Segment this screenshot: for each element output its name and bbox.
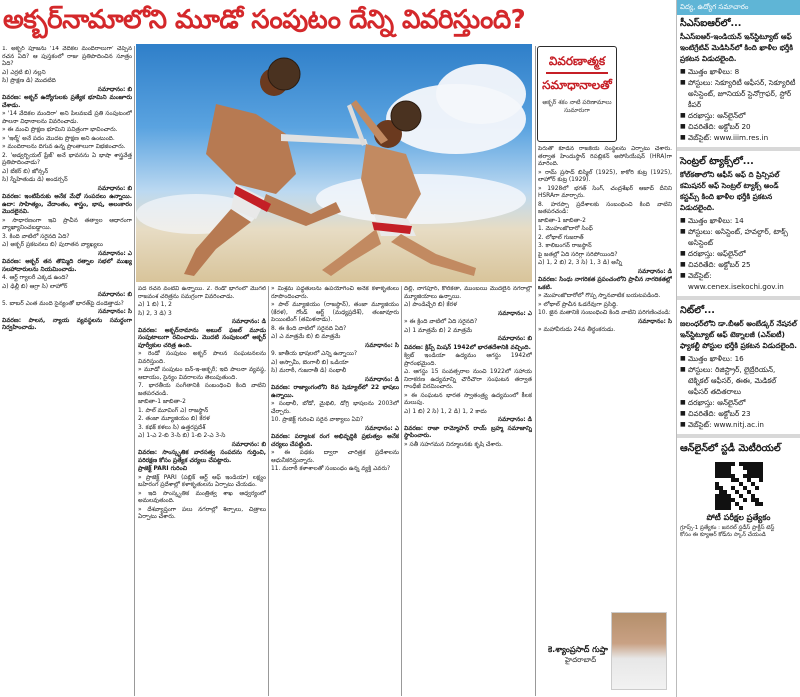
answer-line: సమాధానం: సి xyxy=(98,309,132,315)
question-line: 11. మరాఠీ కళాశాలతో సంబంధం ఉన్న వ్యక్తి ఎవరు? xyxy=(271,466,391,472)
question-line: 2. లోథాల్ గుజరాత్ xyxy=(538,234,584,241)
question-line: ఎ) ఢిల్లీ బి) ఆగ్రా సి) లాహోర్ xyxy=(2,283,68,290)
question-line: సి) స్నేహితుడు డి) అండర్సన్ xyxy=(2,177,68,183)
answer-line: సమాధానం: బి xyxy=(97,185,132,192)
question-line: 10. ప్రాజెక్ట్ గురించి సరైన వాక్యాలు ఏవి? xyxy=(271,417,364,423)
sidebar-block2-title: సెంట్రల్ ట్యాక్స్‌లో... xyxy=(680,156,754,167)
question-line: » మిశ్రమ పద్ధతులను ఉపయోగించి అనేక కళాకృతులు రూపొందించారు. xyxy=(271,286,399,300)
question-line: 3. కాలిబంగన్ రాజస్థాన్ xyxy=(538,243,592,249)
explanation-line: వివరణ: అక్బర్ ఉద్యోగులకు ప్రత్యేక భూమిని మంజూరు చేశాడు. xyxy=(2,95,132,109)
article-column-3 xyxy=(271,286,399,696)
column-divider xyxy=(268,286,269,696)
question-line: » సంథాలీ, బోడో, మైథిలి, డోగ్రి భాషలను 2003లో చేర్చారు. xyxy=(271,401,399,415)
article-column-1 xyxy=(2,46,132,696)
answer-line: సమాధానం: ఎ xyxy=(98,250,132,257)
sidebar-separator xyxy=(677,147,800,151)
question-line: » '14 వేదికల మందిరా' అని పిలవబడే ప్రతి సంపుటంలో పాలనా విధానాలను వివరించాడు. xyxy=(2,111,132,125)
question-line: » ఈ క్రింది వాటిలో ఏది సరైనది? xyxy=(404,319,478,325)
question-line: పద రచన వంటివి ఉన్నాయి. 2. రెండో భాగంలో మొగల్ రాజవంశ చరిత్రను సమగ్రంగా వివరించాడు. xyxy=(138,286,266,300)
explanation-line: ప్రాజెక్ట్ PARI గురించి xyxy=(138,466,188,472)
question-line: » దేశవ్యాప్తంగా పలు నగరాల్లో శిల్పాలు, చిత్రాలు ఏర్పాటు చేశారు. xyxy=(138,506,266,520)
question-line: జాబితా-1 జాబితా-2 xyxy=(138,399,186,405)
question-line: 1. పాల్ మూవింగ్ ఎ) రాజస్థాన్ xyxy=(138,407,209,414)
answer-line: సమాధానం: బి xyxy=(497,336,532,342)
jobs-sidebar xyxy=(676,0,800,697)
feature-byline: అక్బర్ శకం నాటి పరిణామాలు సుమారుగా xyxy=(542,99,612,114)
question-line: క్విట్ ఇండియా ఉద్యమం ఆగస్టు 1942లో ప్రారంభమైంది. xyxy=(404,353,532,367)
question-line: ఎ) 1, 2 బి) 2, 3 సి) 1, 3 డి) అన్నీ xyxy=(538,260,623,266)
sidebar-list-item: ■ పోస్టులు: అసిస్టెంట్, హవల్దార్, టాక్స్ అసిస్టెంట్ xyxy=(680,226,797,248)
sidebar-list-item: ■ పోస్టులు: సెక్యూరిటీ ఆఫీసర్, సెక్యూరిటీ అసిస్టెంట్, జూనియర్ స్టెనోగ్రాఫర్, స్టోర్ కీపర్ xyxy=(680,77,797,110)
sidebar-list-item: ■ మొత్తం ఖాళీలు: 14 xyxy=(680,215,797,226)
article-column-5 xyxy=(538,146,672,604)
sidebar-header: విద్య, ఉద్యోగ సమాచారం xyxy=(677,0,800,15)
sidebar-block1-list xyxy=(677,64,800,143)
question-line: సి) ప్రొక్షణ డి) మొదటిది xyxy=(2,78,56,84)
question-line: 3. కింది వాటిలో సరైనది ఏది? xyxy=(2,233,70,240)
question-line: పై జతల్లో ఏది సరిగ్గా సరిపోయింది? xyxy=(538,251,618,258)
question-line: 7. భారతీయ సంగీతానికి సంబంధించి కింది వాటిని జతపరచండి. xyxy=(138,383,266,397)
explanation-line: వివరణ: క్రిప్స్ మిషన్ 1942లో భారతదేశానికి వచ్చింది. xyxy=(404,344,531,351)
question-line: ఎ) 1 మాత్రమే బి) 2 మాత్రమే xyxy=(404,327,473,334)
column-divider xyxy=(401,286,402,696)
question-line: » పాల్ మ్యూజియం (రాజస్థాన్), తంజా మ్యూజియం (కేరళ), గోండ్ ఆర్ట్ (మధ్యప్రదేశ్), తంజావూరు పెయింటింగ్ (తమిళనాడు). xyxy=(271,302,399,323)
question-line: » 1928లో భగత్ సింగ్, చంద్రశేఖర్ ఆజాద్ దీనిని HSRAగా మార్చారు. xyxy=(538,185,672,199)
answer-line: సమాధానం: డి xyxy=(364,376,399,383)
column-divider xyxy=(134,46,135,696)
question-line: » రామ్ ప్రసాద్ బిస్మిల్ (1925), కాకోరి కుట్ర (1925), లాహోర్ కుట్ర (1929). xyxy=(538,169,672,183)
answer-line: సమాధానం: డి xyxy=(637,268,672,275)
question-line: » మందిరాలను దిగువ ఉన్న ప్రాంతాలుగా విభజించారు. xyxy=(2,144,126,150)
answer-line: సమాధానం: డి xyxy=(231,319,266,325)
question-line: 2. తంజా మ్యూజియం బి) కేరళ xyxy=(138,416,210,422)
explanation-line: వివరణ: రాజా రామ్మోహన్ రాయ్ బ్రహ్మ సమాజాన్ని స్థాపించారు. xyxy=(404,425,532,439)
explanation-line: వివరణ: రాజ్యాంగంలోని 8వ షెడ్యూల్‌లో 22 భాషలు ఉన్నాయి. xyxy=(271,385,399,399)
question-line: ఎ. ఆగస్టు 15 సంవత్సరాల నుంచి 1922లో సహాయ నిరాకరణ ఉద్యమాన్ని చౌరీచౌరా సంఘటన తర్వాత గాంధీజీ విరమించారు. xyxy=(404,369,532,390)
answer-line: సమాధానం: ఎ xyxy=(365,425,399,432)
sidebar-separator xyxy=(677,434,800,438)
question-line: ఎ) పాండిచ్చేరి బి) కేరళ xyxy=(404,302,457,308)
answer-line: సమాధానం: సి xyxy=(638,318,672,325)
sidebar-list-item: ■ దరఖాస్తు: ఆఫ్‌లైన్‌లో xyxy=(680,248,797,259)
feature-title-line1: వివరణాత్మక xyxy=(548,54,606,68)
sidebar-block1-para: సీఎస్ఐఆర్-ఇండియన్ ఇన్‌స్టిట్యూట్ ఆఫ్ ఇంటిగ్రేటివ్ మెడిసిన్‌లో కింది ఖాళీల భర్తీకి ప్రకటన విడుదలైంది. xyxy=(680,32,794,63)
question-line: 8. హరప్పా ప్రదేశాలకు సంబంధించి కింది వాటిని జతపరచండి: xyxy=(538,201,672,215)
column-divider xyxy=(535,46,536,696)
author-photo xyxy=(611,612,667,690)
question-line: » సాధారణంగా ఇవి ప్రాచీన తత్వాల ఆధారంగా వ్యాఖ్యానించబడ్డాయి. xyxy=(2,217,132,231)
question-line: సి) 2, 3 డి) 3 xyxy=(138,310,172,317)
sidebar-list-item: ■ చివరితేది: అక్టోబర్ 25 xyxy=(680,259,797,270)
question-line: » ఈ పథకం ద్వారా చారిత్రక ప్రదేశాలను ఆధునీకరిస్తున్నారు. xyxy=(271,450,399,464)
question-line: దిల్లీ, నాగపూర్, కోల్‌కతా, ముంబయి మొదలైన నగరాల్లో మ్యూజియాలు ఉన్నాయి. xyxy=(404,286,532,300)
sidebar-list-item: ■ మొత్తం ఖాళీలు: 16 xyxy=(680,353,797,364)
question-line: 2. 'అడ్వర్బియల్ ఫ్రేజ్' అనే భావనను ఏ భాషా శాస్త్రవేత్త ప్రతిపాదించాడు? xyxy=(2,152,132,166)
sidebar-list-item: ■ వెబ్‌సైట్: www.nitj.ac.in xyxy=(680,419,797,430)
sidebar-block3-para: జలంధర్‌లోని డా.బీఆర్ అంబేడ్కర్ నేషనల్ ఇన్‌స్టిట్యూట్ ఆఫ్ టెక్నాలజీ (ఎన్ఐటీ) ఫ్యాకల్టీ పోస్టుల భర్తీకి ప్రకటన విడుదలైంది. xyxy=(680,319,798,350)
article-column-4 xyxy=(404,286,532,696)
explanation-line: వివరణ: అక్బర్‌నామాను అబుల్ ఫజల్ మూడు సంపుటాలుగా రచించాడు. మొదటి సంపుటంలో అక్బర్ పూర్వీకుల చరిత్ర ఉంది. xyxy=(138,327,266,349)
sidebar-list-item: ■ పోస్టులు: రిజిస్ట్రార్, లైబ్రేరియన్, టెక్నికల్ ఆఫీసర్, ఈఈ, మెడికల్ ఆఫీసర్ తదితరాలు xyxy=(680,364,797,397)
question-line: 9. జాతీయ భాషలలో ఎన్ని ఉన్నాయి? xyxy=(271,351,358,357)
sidebar-block2-para: కోల్‌కతాలోని ఆఫీస్ ఆఫ్ ది ప్రిన్సిపల్ కమిషనర్ ఆఫ్ సెంట్రల్ ట్యాక్స్ అండ్ కస్టమ్స్ కింది ఖాళీల భర్తీకి ప్రకటన విడుదలైంది. xyxy=(680,170,780,212)
question-line: » మొహంజొదారోలో గొప్ప స్నానవాటిక బయటపడింది. xyxy=(538,293,661,299)
sidebar-block2-list xyxy=(677,213,800,292)
question-line: » రెండో సంపుటం అక్బర్ పాలన సంఘటనలను వివరిస్తుంది. xyxy=(138,351,266,365)
sidebar-foot-title: పోటీ పరీక్షల ప్రత్యేకం xyxy=(706,513,771,522)
question-line: సి) మరాఠీ, గుజరాతీ డి) సంథాలీ xyxy=(271,368,347,374)
question-line: » మహావీరుడు 24వ తీర్థంకరుడు. xyxy=(538,327,616,333)
sidebar-foot-item: గ్రూప్స్-1 ప్రత్యేకం : జనరల్ స్టడీస్ ప్రాక్టీస్ టెస్ట్ xyxy=(680,525,775,531)
sidebar-list-item: ■ దరఖాస్తు: ఆన్‌లైన్‌లో xyxy=(680,397,797,408)
explanation-line: వివరణ: అక్బర్ తన తొమ్మిది రత్నాల సభలో ముఖ్య సలహాదారులను నియమించాడు. xyxy=(2,259,132,273)
author-name: కె.శ్యాంప్రసాద్ గుప్తా xyxy=(548,645,608,654)
sidebar-list-item: ■ వెబ్‌సైట్: www.iiim.res.in xyxy=(680,132,797,143)
question-line: ఎ) 1-ఎ 2-బి 3-సి బి) 1-బి 2-ఎ 3-సి xyxy=(138,433,226,439)
sidebar-list-item: ■ చివరితేది: అక్టోబర్ 23 xyxy=(680,408,797,419)
feature-title-line2: సమాధానాలతో xyxy=(542,78,612,92)
answer-line: సమాధానం: ఎ xyxy=(498,310,532,317)
sidebar-list-item: ■ దరఖాస్తు: ఆన్‌లైన్‌లో xyxy=(680,110,797,121)
question-line: ఎ) అస్సామీ, బెంగాలీ బి) ఒడియా xyxy=(271,359,349,366)
sidebar-block1-title: సీఎస్ఐఆర్‌లో... xyxy=(680,18,742,29)
question-line: పేరుతో కూడిన రాజకీయ సంస్థలను ఏర్పాటు చేశారు. తర్వాత హిందుస్థాన్ రిపబ్లికన్ అసోసియేషన్ (HRA)గా మారింది. xyxy=(538,146,672,167)
answer-line: సమాధానం: బి xyxy=(231,441,266,448)
explanation-line: వివరణ: సాంస్కృతిక వారసత్వ సంపదను గుర్తించి, పరిరక్షణ కోసం ప్రత్యేక చర్యలు చేపట్టారు. xyxy=(138,450,266,464)
question-line: 1. మొహంజొదారో సింధ్ xyxy=(538,226,593,232)
explanation-line: వివరణ: పాలన, న్యాయ వ్యవస్థలను సమర్థంగా నిర్వహించాడు. xyxy=(2,317,132,331)
author-location: హైదరాబాద్ xyxy=(565,656,597,664)
question-line: జాబితా-1 జాబితా-2 xyxy=(538,217,586,224)
question-line: ఎ) ఎర్రటి బి) నల్లని xyxy=(2,69,46,76)
question-line: 4. ఆర్ట్ గ్యాలరీ ఎక్కడ ఉంది? xyxy=(2,275,69,281)
fighter-figures xyxy=(136,44,532,282)
question-line: » ఈ మంచి ప్రొక్షణ భూమిని పవిత్రంగా భావించారు. xyxy=(2,127,118,133)
question-line: 8. ఈ కింది వాటిలో సరైనది ఏది? xyxy=(271,325,347,332)
question-line: 1. అక్బర్ పూజను '14 వేదికల మందిరాలుగా' చెప్పిన రచన ఏది? ఆ పుస్తకంలో రాజు ప్రతిపాదించిన సూత్రం ఏది? xyxy=(2,46,132,67)
sidebar-list-item: ■ వెబ్‌సైట్: www.cenex.isekochi.gov.in xyxy=(680,270,797,292)
question-line: » 'ఇల్మ్' అనే పదం మొదట ప్రొక్షణ అని ఉంటుంది. xyxy=(2,135,115,142)
martial-arts-photo xyxy=(136,44,532,282)
question-line: ఎ) 1 బి) 1, 2 xyxy=(138,302,172,308)
question-line: » ఇది సాంస్కృతిక మంత్రిత్వ శాఖ ఆధ్వర్యంలో అమలవుతుంది. xyxy=(138,490,266,504)
question-line: ఎ) బేకర్ బి) జోన్సన్ xyxy=(2,168,49,175)
qr-module xyxy=(759,506,763,510)
question-line: 5. బాబర్ ఎంత మంది సైన్యంతో భారత్‌పై దండెత్తాడు? xyxy=(2,300,124,307)
sidebar-list-item: ■ మొత్తం ఖాళీలు: 8 xyxy=(680,66,797,77)
headline: అక్బర్‌నామాలోని మూడో సంపుటం దేన్ని వివరిస్తుంది? xyxy=(3,5,526,35)
sidebar-block4-title: ఆన్‌లైన్‌లో స్టడీ మెటీరియల్ xyxy=(680,443,781,454)
question-line: ఎ) 1 బి) 2 సి) 1, 2 డి) 1, 2 కాదు xyxy=(404,408,487,415)
answer-line: సమాధానం: బి xyxy=(97,292,132,298)
sidebar-list-item: ■ చివరితేది: అక్టోబర్ 20 xyxy=(680,121,797,132)
question-line: » లోథాల్ ప్రాచీన ఓడరేవుగా ప్రసిద్ధి. xyxy=(538,301,618,308)
explanation-line: వివరణ: పర్యాటక రంగ అభివృద్ధికి ప్రభుత్వం అనేక చర్యలు చేపట్టింది. xyxy=(271,434,399,448)
question-line: 10. జైన మతానికి సంబంధించి కింది వాటిని పరిగణించండి: xyxy=(538,310,671,316)
article-column-2 xyxy=(138,286,266,696)
explanation-line: వివరణ: సింధు నాగరికత ప్రపంచంలోని ప్రాచీన నాగరికతల్లో ఒకటి. xyxy=(538,277,672,291)
question-line: » ఈ సంఘటన భారత స్వాతంత్ర్య ఉద్యమంలో కీలక మలుపు. xyxy=(404,392,532,406)
feature-divider xyxy=(546,72,608,74)
question-line: 3. కథక్ కళలు సి) ఉత్తరప్రదేశ్ xyxy=(138,424,206,431)
question-line: ఎ) అక్బర్ ప్రకటనలు బి) పురాతన వ్యాఖ్యలు xyxy=(2,242,103,248)
answer-line: సమాధానం: సి xyxy=(365,342,399,349)
answer-line: సమాధానం: బి xyxy=(97,86,132,93)
sidebar-block3-list xyxy=(677,351,800,430)
feature-label-box xyxy=(537,46,617,142)
question-line: ఎ) ఎ మాత్రమే బి) బి మాత్రమే xyxy=(271,334,341,340)
answer-line: సమాధానం: డి xyxy=(497,417,532,423)
qr-code[interactable] xyxy=(715,462,763,510)
question-line: » మూడో సంపుటం ఐన్-ఇ-అక్బరీ; ఇది పాలనా వ్యవస్థ, ఆదాయం, సైన్యం వివరాలను తెలుపుతుంది. xyxy=(138,367,266,381)
sidebar-block3-title: నిట్‌లో... xyxy=(680,305,715,316)
question-line: » సతీ సహగమన నిర్మూలనకు కృషి చేశారు. xyxy=(404,441,503,448)
sidebar-foot-item: కోసం ఈ క్యూఆర్ కోడ్‌ను స్కాన్ చేయండి xyxy=(680,532,766,538)
question-line: » ప్రాజెక్ట్ PARI (పబ్లిక్ ఆర్ట్ ఆఫ్ ఇండియా) లక్ష్యం బహిరంగ ప్రదేశాల్లో కళాకృతులను ఏర్పాటు చేయడం. xyxy=(138,474,266,488)
explanation-line: వివరణ: ఇంటిపేరుకు అనేక మేధో సంపదలు ఉన్నాయి. ఉదా: సాహిత్యం, వేదాంతం, శాస్త్రం, భాష, అలంకారం మొదలైనవి. xyxy=(2,194,132,215)
sidebar-foot-text xyxy=(677,523,800,541)
sidebar-separator xyxy=(677,296,800,300)
